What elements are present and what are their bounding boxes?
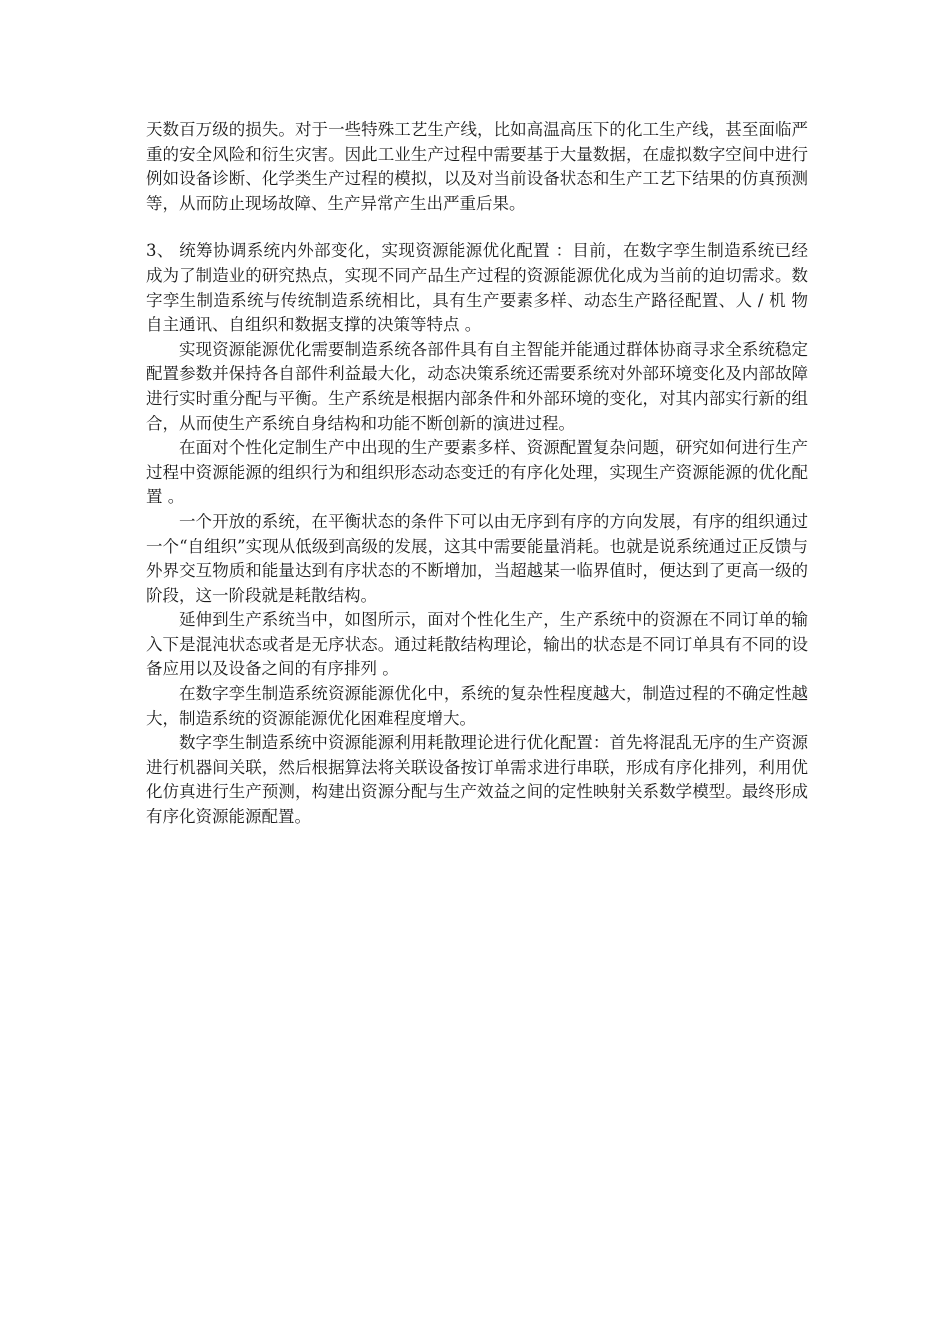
paragraph-6: 延伸到生产系统当中，如图所示，面对个性化生产，生产系统中的资源在不同订单的输入下是混沌状态或者是无序状态。通过耗散结构理论，输出的状态是不同订单具有不同的设备应用以及设备之间的有序排列 。 [146, 610, 808, 679]
document-body [146, 118, 808, 830]
paragraph-gap [146, 216, 808, 239]
paragraph-7: 在数字孪生制造系统资源能源优化中，系统的复杂性程度越大，制造过程的不确定性越大，制造系统的资源能源优化困难程度增大。 [146, 684, 808, 728]
paragraph-4: 在面对个性化定制生产中出现的生产要素多样、资源配置复杂问题，研究如何进行生产过程中资源能源的组织行为和组织形态动态变迁的有序化处理，实现生产资源能源的优化配置 。 [146, 438, 808, 507]
paragraph-2-section-3: 3、 统筹协调系统内外部变化，实现资源能源优化配置 ：目前，在数字孪生制造系统已经成为了制造业的研究热点，实现不同产品生产过程的资源能源优化成为当前的迫切需求。数字孪生制造系统与传统制造系统相比，具有生产要素多样、动态生产路径配置、人 / 机 物自主通讯、自组织和数据支撑的决策等特点 。 [146, 241, 808, 335]
paragraph-8: 数字孪生制造系统中资源能源利用耗散理论进行优化配置：首先将混乱无序的生产资源进行机器间关联，然后根据算法将关联设备按订单需求进行串联，形成有序化排列，利用优化仿真进行生产预测，构建出资源分配与生产效益之间的定性映射关系数学模型。最终形成有序化资源能源配置。 [146, 733, 808, 827]
paragraph-1: 天数百万级的损失。对于一些特殊工艺生产线，比如高温高压下的化工生产线，甚至面临严重的安全风险和衍生灾害。因此工业生产过程中需要基于大量数据，在虚拟数字空间中进行例如设备诊断、化学类生产过程的模拟，以及对当前设备状态和生产工艺下结果的仿真预测等，从而防止现场故障、生产异常产生出严重后果。 [146, 120, 808, 213]
paragraph-5: 一个开放的系统，在平衡状态的条件下可以由无序到有序的方向发展，有序的组织通过一个“自组织”实现从低级到高级的发展，这其中需要能量消耗。也就是说系统通过正反馈与外界交互物质和能量达到有序状态的不断增加，当超越某一临界值时，便达到了更高一级的阶段，这一阶段就是耗散结构。 [146, 511, 808, 605]
paragraph-3: 实现资源能源优化需要制造系统各部件具有自主智能并能通过群体协商寻求全系统稳定配置参数并保持各自部件利益最大化，动态决策系统还需要系统对外部环境变化及内部故障进行实时重分配与平衡。生产系统是根据内部条件和外部环境的变化，对其内部实行新的组合，从而使生产系统自身结构和功能不断创新的演进过程。 [146, 339, 808, 433]
